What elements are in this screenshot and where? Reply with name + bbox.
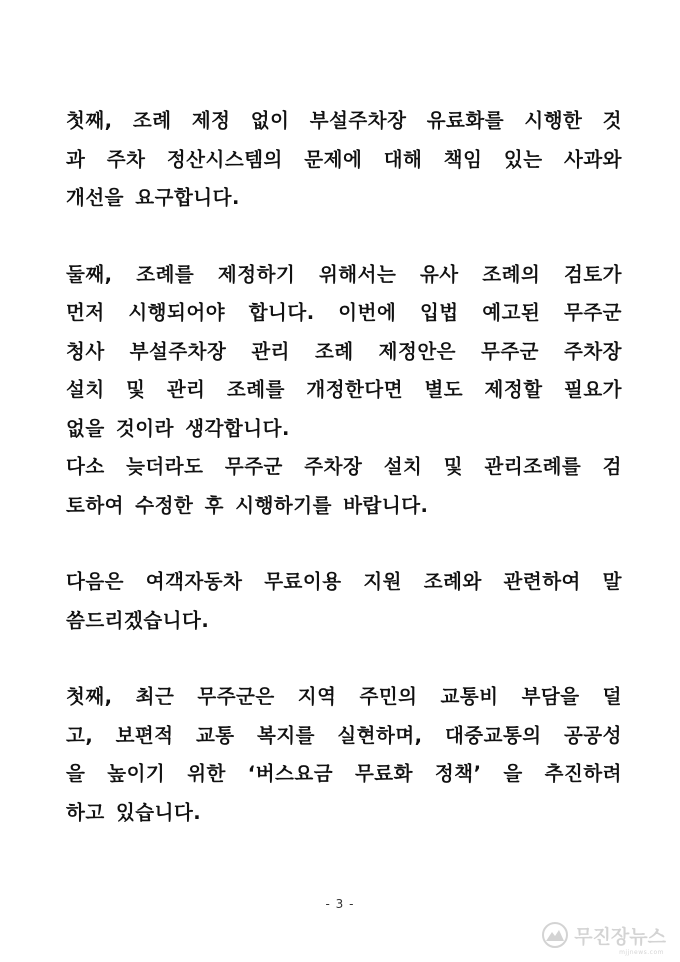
text-line: 다소 늦더라도 무주군 주차장 설치 및 관리조례를 검 <box>66 455 622 478</box>
text-line: 청사 부설주차장 관리 조례 제정안은 무주군 주차장 <box>66 339 622 363</box>
page-number: - 3 - <box>325 897 355 911</box>
text-line: 씀드리겠습니다. <box>66 608 210 632</box>
text-line: 개선을 요구합니다. <box>66 186 240 209</box>
text-line: 고, 보편적 교통 복지를 실현하며, 대중교통의 공공성 <box>66 723 622 747</box>
text-line: 과 주차 정산시스템의 문제에 대해 책임 있는 사과와 <box>66 147 622 171</box>
text-line: 없을 것이라 생각합니다. <box>66 416 290 440</box>
text-line: 둘째, 조례를 제정하기 위해서는 유사 조례의 검토가 <box>66 262 622 286</box>
document-body <box>66 102 622 870</box>
text-line: 을 높이기 위한 ‘버스요금 무료화 정책’ 을 추진하려 <box>66 762 622 785</box>
paragraph-bus-intro <box>66 563 622 640</box>
text-line: 하고 있습니다. <box>66 800 202 824</box>
watermark-subtext: mjjnews.com <box>619 949 664 956</box>
watermark <box>542 918 666 956</box>
paragraph-parking-apology <box>66 102 622 218</box>
text-line: 첫째, 조례 제정 없이 부설주차장 유료화를 시행한 것 <box>66 109 622 132</box>
text-line: 먼저 시행되어야 합니다. 이번에 입법 예고된 무주군 <box>66 301 622 324</box>
paragraph-ordinance-review <box>66 256 622 449</box>
mountain-logo-icon <box>542 922 568 948</box>
paragraph-revise-request <box>66 448 622 525</box>
text-line: 토하여 수정한 후 시행하기를 바랍니다. <box>66 493 429 517</box>
watermark-text: 무진장뉴스 <box>574 925 666 948</box>
text-line: 설치 및 관리 조례를 개정한다면 별도 제정할 필요가 <box>66 378 622 401</box>
text-line: 첫째, 최근 무주군은 지역 주민의 교통비 부담을 덜 <box>66 685 622 708</box>
text-line: 다음은 여객자동차 무료이용 지원 조례와 관련하여 말 <box>66 570 622 593</box>
paragraph-free-bus-policy <box>66 678 622 832</box>
